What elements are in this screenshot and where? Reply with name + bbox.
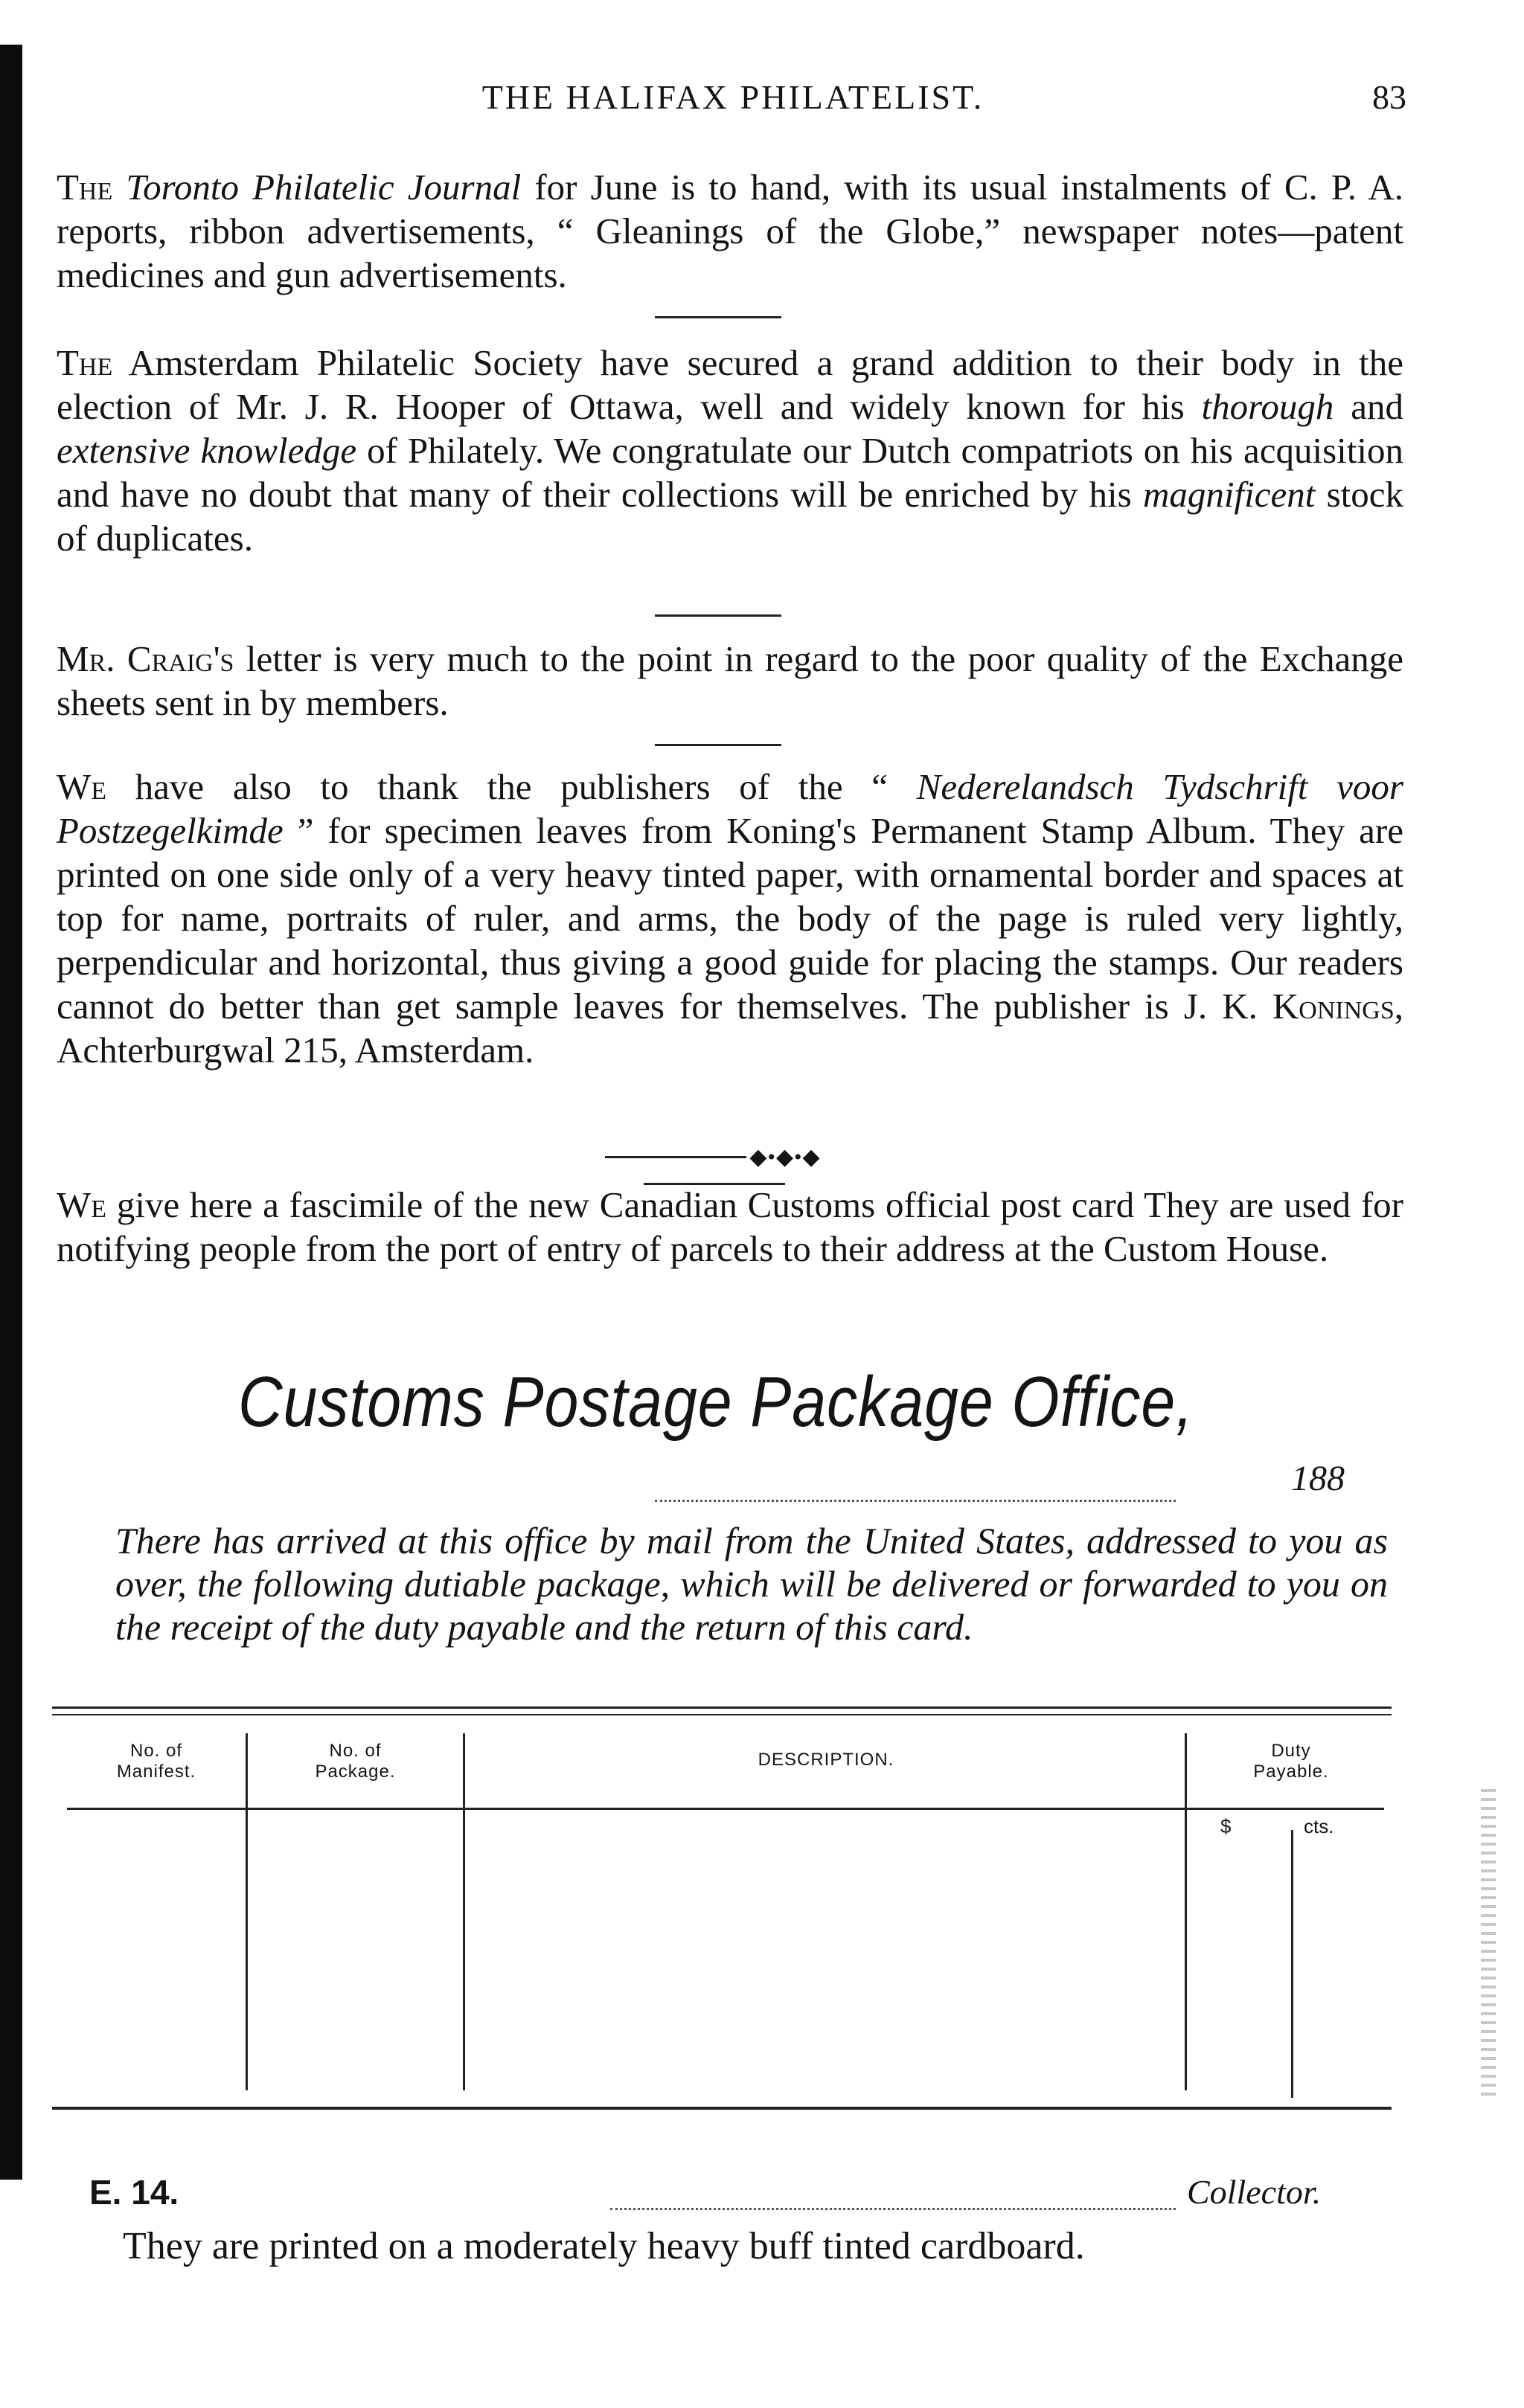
paragraph-craig-letter xyxy=(57,637,1403,725)
currency-cents-label: cts. xyxy=(1304,1815,1334,1837)
form-number: E. 14. xyxy=(89,2173,179,2212)
binding-edge xyxy=(0,45,22,2180)
para-lead: We xyxy=(57,766,107,807)
journal-title: Nederelandsch Tydschrift voor Postzegelkimde xyxy=(57,766,1403,851)
table-rule-top xyxy=(52,1707,1392,1709)
column-header-line: No. of xyxy=(129,1741,183,1761)
postcard-body: There has arrived at this office by mail from the United States, addressed to you as over, the following dutiable package, which will be delivered or forwarded to you on the receipt of the duty payable and the return of this card. xyxy=(115,1520,1388,1648)
column-header-duty xyxy=(1191,1741,1392,1782)
para-text: letter is very much to the point in regard to the poor quality of the Exchange sheets sent in by members. xyxy=(57,638,1403,723)
ornament-glyphs: ◆•◆•◆ xyxy=(749,1144,821,1169)
para-lead: The xyxy=(57,342,113,383)
para-text: give here a fascimile of the new Canadian Customs official post card They are used for notifying people from the port of entry of parcels to their address at the Custom House. xyxy=(57,1184,1403,1269)
cents-divider xyxy=(1291,1830,1293,2098)
paragraph-koning-album xyxy=(57,765,1403,1072)
column-header-line: Duty xyxy=(1271,1741,1311,1761)
column-header-package xyxy=(249,1741,461,1782)
date-dotted-line xyxy=(655,1488,1176,1502)
page-number: 83 xyxy=(1372,78,1406,116)
closing-note: They are printed on a moderately heavy buff tinted cardboard. xyxy=(123,2225,1085,2267)
collector-label: Collector. xyxy=(1187,2173,1322,2211)
page-header xyxy=(60,77,1406,129)
column-header-line: Payable. xyxy=(1253,1762,1329,1782)
paragraph-amsterdam-society xyxy=(57,341,1403,560)
publisher-name: J. K. Konings xyxy=(1183,986,1395,1027)
para-text: have also to thank the publishers of the “ xyxy=(106,766,917,807)
margin-artifact xyxy=(1481,1789,1496,2102)
table-column-divider xyxy=(1185,1733,1187,2090)
para-text: , Achterburgwal 215, Amsterdam. xyxy=(57,986,1403,1070)
signature-dotted-line xyxy=(610,2200,1176,2210)
currency-dollar-label: $ xyxy=(1220,1815,1232,1837)
column-header-line: DESCRIPTION. xyxy=(758,1750,894,1770)
postcard-year: 188 xyxy=(1291,1459,1345,1498)
table-header-rule xyxy=(67,1808,1384,1810)
running-title: THE HALIFAX PHILATELIST. xyxy=(481,78,984,116)
table-column-divider xyxy=(463,1733,465,2090)
emphasis-text: extensive knowledge xyxy=(57,430,357,471)
para-lead: The xyxy=(57,167,113,208)
emphasis-text: magnificent xyxy=(1142,474,1316,515)
postcard-title: Customs Postage Package Office, xyxy=(238,1362,1194,1442)
separator-rule xyxy=(655,614,781,617)
table-rule-top-inner xyxy=(52,1714,1392,1715)
column-header-manifest xyxy=(67,1741,246,1782)
separator-rule xyxy=(655,316,781,318)
para-text: and xyxy=(1334,386,1403,427)
paragraph-toronto-journal xyxy=(57,165,1403,297)
column-header-line: No. of xyxy=(329,1741,382,1761)
paragraph-customs-postcard xyxy=(57,1183,1403,1271)
para-lead: We xyxy=(57,1184,107,1225)
column-header-description xyxy=(469,1750,1183,1770)
para-text: stock of duplicates. xyxy=(57,474,1403,559)
table-rule-bottom xyxy=(52,2107,1392,2110)
separator-rule xyxy=(655,744,781,746)
column-header-line: Package. xyxy=(315,1762,396,1782)
table-column-divider xyxy=(246,1733,248,2090)
para-text: Amsterdam Philatelic Society have secured a grand addition to their body in the election of Mr. J. R. Hooper of Ottawa, well and widely known for his xyxy=(57,342,1403,427)
para-lead: Mr. Craig's xyxy=(57,638,234,679)
para-text: ” for specimen leaves from Koning's Permanent Stamp Album. They are printed on one side only of a very heavy tinted paper, with ornamental border and spaces at top for name, portraits of ruler, and arms, the body of the page is ruled very lightly, perpendicular and horizontal, thus giving a good guide for placing the stamps. Our readers cannot do better than get sample leaves for themselves. The publisher is xyxy=(57,810,1403,1027)
para-text: of Philately. We congratulate our Dutch compatriots on his acquisition and have no doubt that many of their collections will be enriched by his xyxy=(57,430,1403,515)
journal-title: Toronto Philatelic Journal xyxy=(126,167,522,208)
ornament-line-left xyxy=(605,1156,746,1158)
column-header-line: Manifest. xyxy=(116,1762,196,1782)
emphasis-text: thorough xyxy=(1201,386,1334,427)
para-text: for June is to hand, with its usual instalments of C. P. A. reports, ribbon advertisements, “ Gleanings of the Globe,” newspaper notes—patent medicines and gun advertisements. xyxy=(57,167,1404,295)
